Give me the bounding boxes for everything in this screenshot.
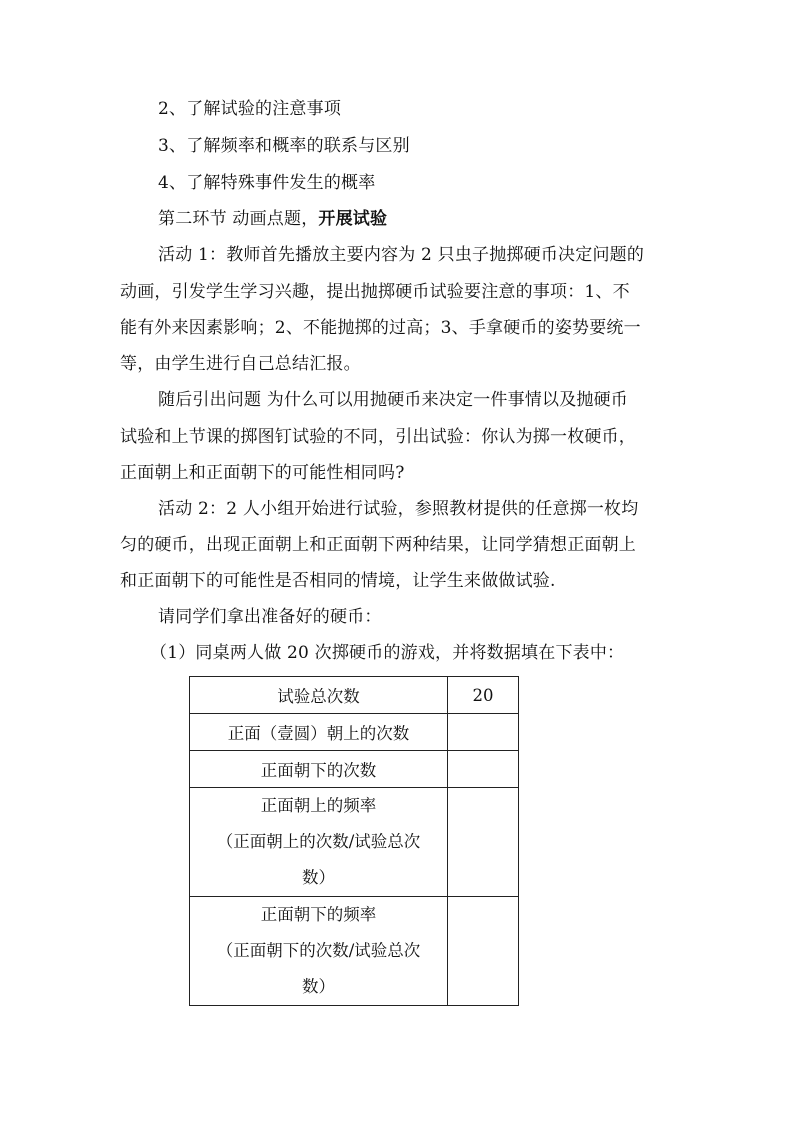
label-line: 数） <box>302 977 335 996</box>
table-cell-label: 试验总次数 <box>190 677 448 714</box>
question-line1: 随后引出问题 为什么可以用抛硬币来决定一件事情以及抛硬币 <box>158 390 629 410</box>
activity2-line1: 活动 2：2 人小组开始进行试验，参照教材提供的任意掷一枚均 <box>158 499 639 519</box>
label-line: （正面朝下的次数/试验总次 <box>216 941 421 960</box>
table-cell-value <box>448 714 519 751</box>
label-line: 正面朝下的频率 <box>260 905 377 924</box>
section-heading <box>158 209 387 229</box>
objective-4: 4、了解特殊事件发生的概率 <box>158 173 376 193</box>
table-cell-label: 正面朝下的次数 <box>190 751 448 788</box>
activity1-line1: 活动 1：教师首先播放主要内容为 2 只虫子抛掷硬币决定问题的 <box>158 245 645 265</box>
label-line: 数） <box>302 868 335 887</box>
activity2-line3: 和正面朝下的可能性是否相同的情境，让学生来做做试验. <box>120 571 556 591</box>
table-row <box>190 751 519 788</box>
table-cell-label <box>190 788 448 897</box>
table-row <box>190 677 519 714</box>
table-row <box>190 788 519 897</box>
table-cell-value: 20 <box>448 677 519 714</box>
section-heading-prefix: 第二环节 动画点题， <box>158 209 319 229</box>
label-line: （正面朝上的次数/试验总次 <box>216 832 421 851</box>
objective-3: 3、了解频率和概率的联系与区别 <box>158 136 410 156</box>
table-cell-value <box>448 897 519 1006</box>
table-cell-label: 正面（壹圆）朝上的次数 <box>190 714 448 751</box>
question-line3: 正面朝上和正面朝下的可能性相同吗? <box>120 463 405 483</box>
section-heading-bold: 开展试验 <box>318 209 388 229</box>
table-row <box>190 714 519 751</box>
table-cell-value <box>448 788 519 897</box>
table-cell-label <box>190 897 448 1006</box>
table-row <box>190 897 519 1006</box>
table-cell-value <box>448 751 519 788</box>
activity1-line4: 等，由学生进行自己总结汇报。 <box>120 354 361 374</box>
question-line2: 试验和上节课的掷图钉试验的不同，引出试验：你认为掷一枚硬币， <box>120 427 636 447</box>
activity1-line3: 能有外来因素影响；2、不能抛掷的过高；3、手拿硬币的姿势要统一 <box>120 318 641 338</box>
instruction-line: 请同学们拿出准备好的硬币： <box>158 607 382 627</box>
task-line: （1）同桌两人做 20 次掷硬币的游戏，并将数据填在下表中： <box>150 643 625 663</box>
activity2-line2: 匀的硬币，出现正面朝上和正面朝下两种结果，让同学猜想正面朝上 <box>120 535 636 555</box>
label-line: 正面朝上的频率 <box>260 796 377 815</box>
activity1-line2: 动画，引发学生学习兴趣，提出抛掷硬币试验要注意的事项：1、不 <box>120 282 630 302</box>
coin-toss-table <box>189 676 519 1006</box>
objective-2: 2、了解试验的注意事项 <box>158 99 342 119</box>
